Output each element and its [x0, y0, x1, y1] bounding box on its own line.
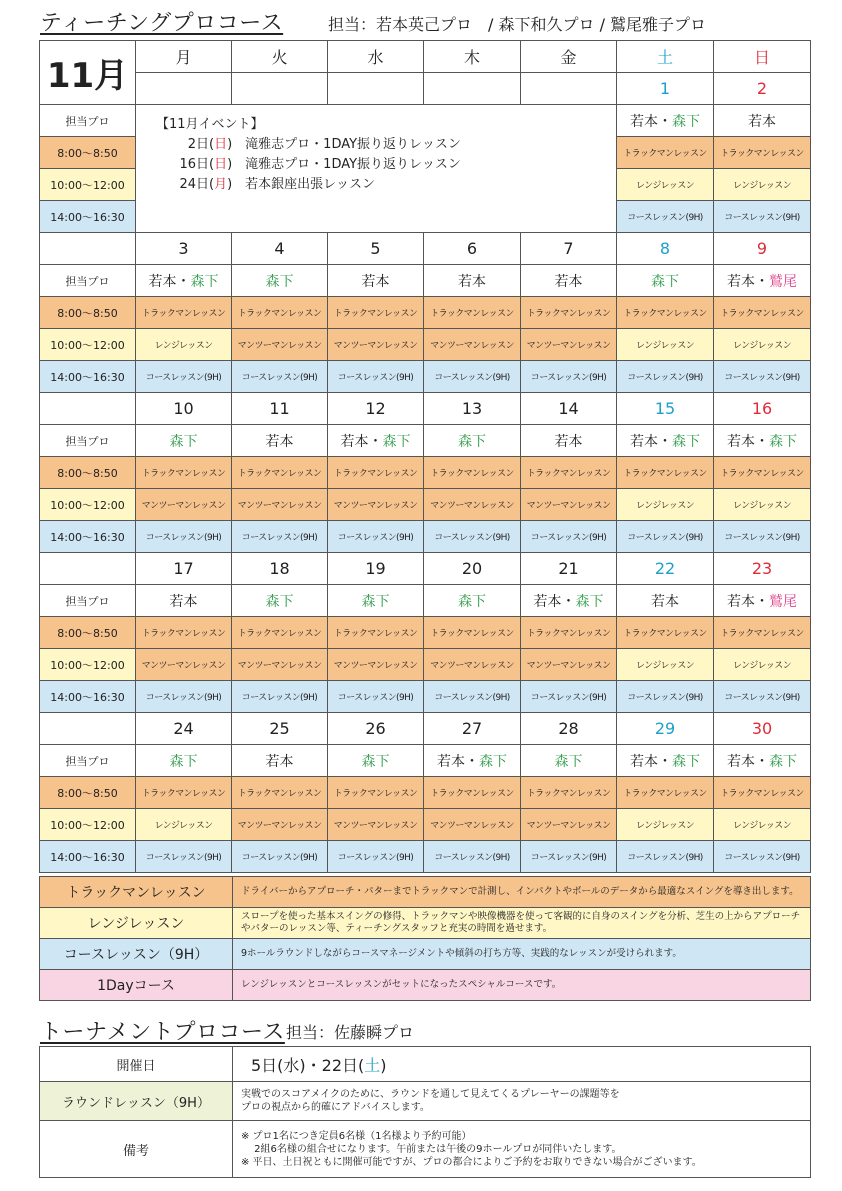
empty-label-cell — [40, 393, 136, 425]
pro-name: 若本 — [361, 273, 390, 290]
slot-label: 14:00～16:30 — [40, 681, 136, 713]
pro-name: ・ — [658, 113, 672, 130]
lesson-cell: トラックマンレッスン — [617, 777, 714, 809]
lesson-cell: マンツーマンレッスン — [328, 329, 424, 361]
pro-name: ・ — [176, 273, 191, 290]
lesson-cell: トラックマンレッスン — [328, 457, 424, 489]
pro-name: 森下 — [265, 273, 294, 290]
pro-label: 担当プロ — [40, 265, 136, 297]
slot-label: 10:00～12:00 — [40, 649, 136, 681]
event-day: 24 — [179, 177, 196, 192]
lesson-cell: コースレッスン(9H) — [617, 841, 714, 873]
pro-cell — [617, 745, 714, 777]
lesson-cell: レンジレッスン — [714, 649, 811, 681]
lesson-cell: コースレッスン(9H) — [714, 521, 811, 553]
date-value — [233, 1047, 811, 1082]
lesson-cell: コースレッスン(9H) — [424, 521, 521, 553]
pro-name: 森下 — [361, 593, 390, 610]
legend-name: レンジレッスン — [40, 908, 233, 939]
lesson-cell: レンジレッスン — [714, 489, 811, 521]
pro-name: 若本 — [651, 593, 679, 610]
date-cell: 30 — [714, 713, 811, 745]
lesson-cell: コースレッスン(9H) — [617, 521, 714, 553]
pro-name: 森下 — [169, 753, 198, 770]
event-weekday: 日 — [214, 157, 228, 172]
lesson-cell: トラックマンレッスン — [714, 457, 811, 489]
pro-name: 森下 — [575, 593, 604, 610]
pro-cell — [714, 105, 811, 137]
pro-cell — [136, 585, 232, 617]
date-cell: 8 — [617, 233, 714, 265]
pro-label: 担当プロ — [40, 585, 136, 617]
date-cell: 5 — [328, 233, 424, 265]
event-item — [156, 135, 616, 155]
pro-name: 森下 — [361, 753, 390, 770]
pro-name: ・ — [755, 273, 769, 290]
pro-label: 担当プロ — [40, 745, 136, 777]
pro-name: 若本 — [554, 273, 583, 290]
lesson-cell: マンツーマンレッスン — [424, 329, 521, 361]
lesson-cell: トラックマンレッスン — [232, 297, 328, 329]
legend-desc: スロープを使った基本スイングの修得、トラックマンや映像機器を使って客観的に自身のスイングを分析、芝生の上からアプローチやパターのレッスン等、ティーチングスタッフと充実の時間を過せます。 — [233, 908, 811, 939]
round-desc-line-2: プロの視点から的確にアドバイスします。 — [241, 1102, 430, 1113]
lesson-cell: コースレッスン(9H) — [617, 201, 714, 233]
slot-label: 10:00～12:00 — [40, 489, 136, 521]
date-part-c: ) — [380, 1055, 387, 1075]
lesson-cell: トラックマンレッスン — [328, 777, 424, 809]
lesson-cell: トラックマンレッスン — [617, 137, 714, 169]
lesson-cell: トラックマンレッスン — [136, 297, 232, 329]
lesson-cell: コースレッスン(9H) — [424, 681, 521, 713]
date-cell: 28 — [521, 713, 617, 745]
lesson-cell: トラックマンレッスン — [714, 297, 811, 329]
date-cell: 20 — [424, 553, 521, 585]
lesson-cell: コースレッスン(9H) — [328, 841, 424, 873]
pro-name: 森下 — [672, 753, 700, 770]
lesson-cell: マンツーマンレッスン — [521, 649, 617, 681]
lesson-cell: トラックマンレッスン — [424, 777, 521, 809]
pro-cell — [424, 425, 521, 457]
lesson-cell: トラックマンレッスン — [232, 457, 328, 489]
pro-name: 若本 — [265, 433, 294, 450]
date-cell: 27 — [424, 713, 521, 745]
pro-name: 森下 — [672, 433, 700, 450]
legend-name: コースレッスン（9H） — [40, 939, 233, 970]
pro-cell — [424, 745, 521, 777]
pro-name: 若本 — [148, 273, 177, 290]
pro-cell — [424, 585, 521, 617]
lesson-cell: トラックマンレッスン — [521, 297, 617, 329]
lesson-cell: コースレッスン(9H) — [424, 841, 521, 873]
empty-date-cell — [232, 73, 328, 105]
event-paren: 日( — [196, 177, 215, 192]
pro-name: 森下 — [769, 433, 797, 450]
date-cell: 6 — [424, 233, 521, 265]
lesson-cell: コースレッスン(9H) — [232, 841, 328, 873]
date-cell: 1 — [617, 73, 714, 105]
date-cell: 10 — [136, 393, 232, 425]
pro-name: 若本 — [437, 753, 465, 770]
date-part-a: 5日(水)・22日( — [251, 1055, 365, 1075]
lesson-cell: コースレッスン(9H) — [136, 681, 232, 713]
pro-name: ・ — [755, 593, 769, 610]
lesson-cell: マンツーマンレッスン — [424, 489, 521, 521]
pro-name: 若本 — [169, 593, 198, 610]
lesson-cell: コースレッスン(9H) — [328, 361, 424, 393]
pro-name: 森下 — [265, 593, 294, 610]
pro-cell — [714, 425, 811, 457]
event-paren: 日( — [196, 157, 215, 172]
pro-cell — [617, 105, 714, 137]
pro-cell — [232, 265, 328, 297]
date-cell: 17 — [136, 553, 232, 585]
event-paren: ) — [227, 137, 246, 152]
slot-label: 14:00～16:30 — [40, 841, 136, 873]
pro-cell — [617, 425, 714, 457]
pro-name: 森下 — [554, 753, 583, 770]
tournament-table — [39, 1046, 811, 1178]
lesson-cell: トラックマンレッスン — [714, 137, 811, 169]
pro-name: ・ — [561, 593, 576, 610]
lesson-cell: コースレッスン(9H) — [521, 361, 617, 393]
event-text: 滝雅志プロ・1DAY振り返りレッスン — [245, 157, 461, 172]
pro-cell — [714, 265, 811, 297]
pro-cell — [521, 745, 617, 777]
calendar-table — [39, 40, 811, 873]
events-heading: 【11月イベント】 — [156, 117, 264, 132]
lesson-cell: トラックマンレッスン — [714, 617, 811, 649]
date-cell: 19 — [328, 553, 424, 585]
weekday-header: 火 — [232, 41, 328, 73]
pro-name: 森下 — [672, 113, 700, 130]
pro-cell — [232, 425, 328, 457]
lesson-cell: レンジレッスン — [714, 169, 811, 201]
lesson-cell: レンジレッスン — [617, 489, 714, 521]
lesson-cell: マンツーマンレッスン — [328, 489, 424, 521]
pro-name: ・ — [658, 753, 672, 770]
pro-cell — [521, 585, 617, 617]
tournament-staff: 担当：佐藤瞬プロ — [286, 1023, 415, 1042]
date-label: 開催日 — [40, 1047, 233, 1082]
pro-name: 若本 — [727, 753, 755, 770]
date-cell: 24 — [136, 713, 232, 745]
empty-date-cell — [136, 73, 232, 105]
pro-cell — [136, 745, 232, 777]
date-cell: 11 — [232, 393, 328, 425]
weekday-header: 月 — [136, 41, 232, 73]
notes-label: 備考 — [40, 1121, 233, 1178]
lesson-cell: マンツーマンレッスン — [232, 809, 328, 841]
date-cell: 13 — [424, 393, 521, 425]
lesson-cell: コースレッスン(9H) — [714, 201, 811, 233]
pro-cell — [232, 585, 328, 617]
lesson-cell: マンツーマンレッスン — [328, 649, 424, 681]
lesson-cell: トラックマンレッスン — [328, 617, 424, 649]
pro-name: 森下 — [382, 433, 411, 450]
event-paren: ) — [227, 177, 246, 192]
pro-name: 森下 — [190, 273, 219, 290]
slot-label: 8:00～8:50 — [40, 297, 136, 329]
lesson-cell: トラックマンレッスン — [521, 777, 617, 809]
date-cell: 9 — [714, 233, 811, 265]
pro-name: 若本 — [630, 113, 658, 130]
lesson-cell: トラックマンレッスン — [232, 777, 328, 809]
lesson-cell: レンジレッスン — [617, 329, 714, 361]
lesson-cell: レンジレッスン — [136, 329, 232, 361]
round-desc-line-1: 実戦でのスコアメイクのために、ラウンドを通して見えてくるプレーヤーの課題等を — [241, 1089, 620, 1100]
slot-label: 10:00～12:00 — [40, 329, 136, 361]
note-line-1: ※ プロ1名につき定員6名様（1名様より予約可能） — [241, 1130, 472, 1142]
empty-date-cell — [424, 73, 521, 105]
pro-cell — [136, 425, 232, 457]
date-cell: 18 — [232, 553, 328, 585]
pro-cell — [521, 425, 617, 457]
lesson-cell: マンツーマンレッスン — [232, 649, 328, 681]
lesson-cell: トラックマンレッスン — [232, 617, 328, 649]
lesson-cell: マンツーマンレッスン — [521, 329, 617, 361]
pro-label: 担当プロ — [40, 105, 136, 137]
lesson-cell: トラックマンレッスン — [521, 617, 617, 649]
pro-cell — [328, 585, 424, 617]
lesson-cell: コースレッスン(9H) — [714, 361, 811, 393]
lesson-cell: コースレッスン(9H) — [424, 361, 521, 393]
lesson-cell: コースレッスン(9H) — [232, 361, 328, 393]
lesson-cell: コースレッスン(9H) — [714, 841, 811, 873]
pro-cell — [232, 745, 328, 777]
pro-name: ・ — [465, 753, 479, 770]
slot-label: 8:00～8:50 — [40, 617, 136, 649]
slot-label: 10:00～12:00 — [40, 169, 136, 201]
lesson-cell: トラックマンレッスン — [424, 617, 521, 649]
weekday-header: 金 — [521, 41, 617, 73]
date-cell: 14 — [521, 393, 617, 425]
events-box — [136, 105, 617, 233]
lesson-cell: トラックマンレッスン — [617, 617, 714, 649]
legend-table — [39, 876, 811, 1001]
lesson-cell: レンジレッスン — [714, 329, 811, 361]
pro-name: 森下 — [769, 753, 797, 770]
pro-name: ・ — [658, 433, 672, 450]
pro-cell — [714, 585, 811, 617]
lesson-cell: コースレッスン(9H) — [521, 681, 617, 713]
date-cell: 25 — [232, 713, 328, 745]
lesson-cell: コースレッスン(9H) — [136, 521, 232, 553]
weekday-header: 水 — [328, 41, 424, 73]
lesson-cell: マンツーマンレッスン — [136, 489, 232, 521]
event-item — [156, 155, 616, 175]
pro-name: 若本 — [554, 433, 583, 450]
empty-label-cell — [40, 713, 136, 745]
slot-label: 8:00～8:50 — [40, 457, 136, 489]
pro-name: ・ — [755, 753, 769, 770]
lesson-cell: コースレッスン(9H) — [617, 361, 714, 393]
event-text: 滝雅志プロ・1DAY振り返りレッスン — [245, 137, 461, 152]
pro-name: ・ — [755, 433, 769, 450]
lesson-cell: レンジレッスン — [714, 809, 811, 841]
date-cell: 26 — [328, 713, 424, 745]
lesson-cell: トラックマンレッスン — [136, 777, 232, 809]
lesson-cell: レンジレッスン — [617, 169, 714, 201]
lesson-cell: コースレッスン(9H) — [714, 681, 811, 713]
pro-name: 若本 — [630, 753, 658, 770]
event-text: 若本銀座出張レッスン — [245, 177, 376, 192]
empty-label-cell — [40, 233, 136, 265]
legend-name: トラックマンレッスン — [40, 877, 233, 908]
lesson-cell: コースレッスン(9H) — [136, 361, 232, 393]
slot-label: 14:00～16:30 — [40, 521, 136, 553]
lesson-cell: マンツーマンレッスン — [424, 809, 521, 841]
lesson-cell: レンジレッスン — [617, 649, 714, 681]
pro-name: 若本 — [340, 433, 369, 450]
pro-cell — [424, 265, 521, 297]
date-cell: 12 — [328, 393, 424, 425]
pro-cell — [136, 265, 232, 297]
weekday-header: 木 — [424, 41, 521, 73]
pro-cell — [328, 745, 424, 777]
pro-name: 鷲尾 — [769, 593, 797, 610]
lesson-cell: トラックマンレッスン — [521, 457, 617, 489]
lesson-cell: マンツーマンレッスン — [424, 649, 521, 681]
pro-cell — [328, 425, 424, 457]
event-item — [156, 175, 616, 195]
lesson-cell: トラックマンレッスン — [424, 297, 521, 329]
lesson-cell: トラックマンレッスン — [424, 457, 521, 489]
event-paren: 日( — [196, 137, 215, 152]
pro-name: 若本 — [727, 433, 755, 450]
empty-date-cell — [521, 73, 617, 105]
lesson-cell: マンツーマンレッスン — [328, 809, 424, 841]
lesson-cell: レンジレッスン — [617, 809, 714, 841]
slot-label: 14:00～16:30 — [40, 201, 136, 233]
lesson-cell: コースレッスン(9H) — [136, 841, 232, 873]
pro-name: 森下 — [479, 753, 507, 770]
pro-name: 若本 — [630, 433, 658, 450]
date-cell: 22 — [617, 553, 714, 585]
round-label: ラウンドレッスン（9H） — [40, 1082, 233, 1121]
lesson-cell: コースレッスン(9H) — [521, 841, 617, 873]
lesson-cell: コースレッスン(9H) — [232, 521, 328, 553]
pro-name: 若本 — [727, 593, 755, 610]
pro-cell — [617, 265, 714, 297]
tournament-title: トーナメントプロコース — [40, 1020, 285, 1045]
pro-cell — [521, 265, 617, 297]
lesson-cell: コースレッスン(9H) — [617, 681, 714, 713]
pro-name: 若本 — [727, 273, 755, 290]
pro-name: 森下 — [458, 433, 486, 450]
pro-name: 若本 — [748, 113, 776, 130]
slot-label: 8:00～8:50 — [40, 137, 136, 169]
empty-date-cell — [328, 73, 424, 105]
pro-name: ・ — [368, 433, 383, 450]
pro-name: 鷲尾 — [769, 273, 797, 290]
pro-name: 森下 — [458, 593, 486, 610]
pro-name: 森下 — [651, 273, 679, 290]
lesson-cell: トラックマンレッスン — [136, 457, 232, 489]
event-paren: ) — [227, 157, 246, 172]
lesson-cell: トラックマンレッスン — [617, 297, 714, 329]
pro-name: 森下 — [169, 433, 198, 450]
pro-label: 担当プロ — [40, 425, 136, 457]
legend-desc: ドライバーからアプローチ・パターまでトラックマンで計測し、インパクトやボールのデータから最適なスイングを導き出します。 — [233, 877, 811, 908]
date-part-b: 土 — [364, 1055, 381, 1075]
weekday-header: 日 — [714, 41, 811, 73]
lesson-cell: マンツーマンレッスン — [232, 489, 328, 521]
lesson-cell: マンツーマンレッスン — [521, 489, 617, 521]
slot-label: 14:00～16:30 — [40, 361, 136, 393]
pro-name: 若本 — [533, 593, 562, 610]
date-cell: 3 — [136, 233, 232, 265]
lesson-cell: コースレッスン(9H) — [328, 521, 424, 553]
round-desc — [233, 1082, 811, 1121]
legend-desc: 9ホールラウンドしながらコースマネージメントや傾斜の打ち方等、実践的なレッスンが受けられます。 — [233, 939, 811, 970]
empty-label-cell — [40, 553, 136, 585]
lesson-cell: トラックマンレッスン — [328, 297, 424, 329]
lesson-cell: トラックマンレッスン — [136, 617, 232, 649]
pro-name: 若本 — [265, 753, 294, 770]
date-cell: 15 — [617, 393, 714, 425]
lesson-cell: コースレッスン(9H) — [521, 521, 617, 553]
lesson-cell: コースレッスン(9H) — [232, 681, 328, 713]
legend-desc: レンジレッスンとコースレッスンがセットになったスペシャルコースです。 — [233, 970, 811, 1001]
date-cell: 16 — [714, 393, 811, 425]
event-day: 16 — [179, 157, 196, 172]
slot-label: 10:00～12:00 — [40, 809, 136, 841]
date-cell: 23 — [714, 553, 811, 585]
weekday-header: 土 — [617, 41, 714, 73]
date-cell: 2 — [714, 73, 811, 105]
date-cell: 4 — [232, 233, 328, 265]
pro-cell — [714, 745, 811, 777]
pro-name: 若本 — [458, 273, 486, 290]
date-cell: 21 — [521, 553, 617, 585]
event-weekday: 月 — [214, 177, 228, 192]
slot-label: 8:00～8:50 — [40, 777, 136, 809]
pro-cell — [617, 585, 714, 617]
lesson-cell: トラックマンレッスン — [617, 457, 714, 489]
legend-name: 1Dayコース — [40, 970, 233, 1001]
lesson-cell: マンツーマンレッスン — [232, 329, 328, 361]
lesson-cell: コースレッスン(9H) — [328, 681, 424, 713]
date-cell: 7 — [521, 233, 617, 265]
lesson-cell: トラックマンレッスン — [714, 777, 811, 809]
notes-cell — [233, 1121, 811, 1178]
lesson-cell: レンジレッスン — [136, 809, 232, 841]
event-day: 2 — [187, 137, 196, 152]
lesson-cell: マンツーマンレッスン — [521, 809, 617, 841]
note-line-3: ※ 平日、土日祝ともに開催可能ですが、プロの都合によりご予約をお取りできない場合がございます。 — [241, 1156, 702, 1168]
page-title: ティーチングプロコース — [40, 11, 284, 36]
staff-line: 担当：若本英己プロ / 森下和久プロ / 鷲尾雅子プロ — [328, 15, 707, 34]
month-label: 11月 — [40, 41, 136, 105]
lesson-cell: マンツーマンレッスン — [136, 649, 232, 681]
note-line-2: 2組6名様の組合せになります。午前または午後の9ホールプロが同伴いたします。 — [241, 1143, 622, 1155]
event-weekday: 日 — [214, 137, 228, 152]
pro-cell — [328, 265, 424, 297]
date-cell: 29 — [617, 713, 714, 745]
